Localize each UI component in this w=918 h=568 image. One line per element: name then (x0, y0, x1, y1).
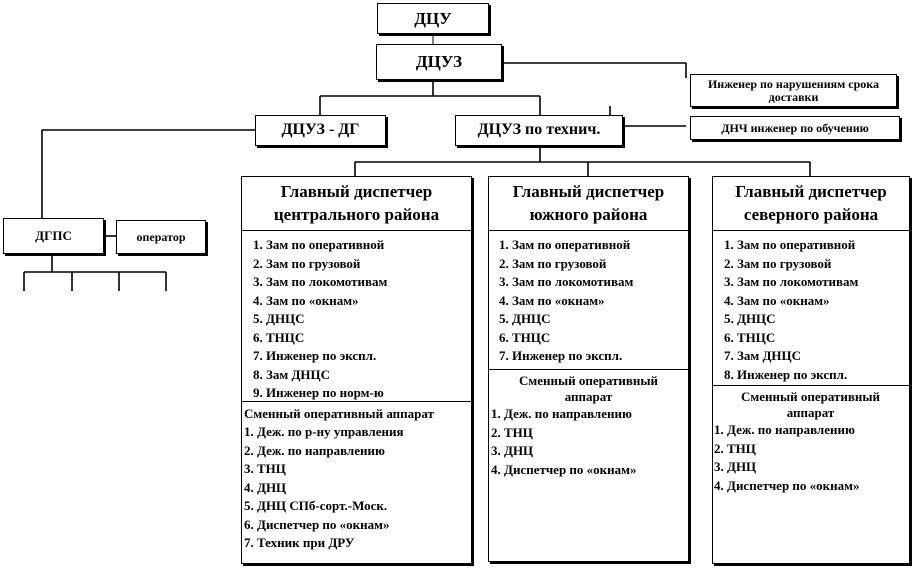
list-item: 5. ДНЦС (253, 311, 305, 326)
list-item: 3. ДНЦ (491, 443, 534, 458)
list-item: 5. ДНЦ СПб-сорт.-Моск. (244, 498, 388, 513)
dtsuz-tech-label: ДЦУЗ по технич. (477, 121, 601, 139)
list-item: 2. ТНЦ (491, 424, 533, 440)
list-item: 3. ТНЦ (244, 461, 286, 476)
region-central-shift-title: Сменный оперативный аппарат (244, 406, 434, 421)
region-central-title (242, 177, 471, 231)
dtsuz-dg-label: ДЦУЗ - ДГ (281, 121, 360, 139)
list-item: 4. Диспетчер по «окнам» (491, 461, 637, 477)
list-item: 1. Деж. по направлению (714, 422, 855, 437)
region-south-title (489, 177, 688, 231)
list-item: 6. Диспетчер по «окнам» (244, 516, 390, 532)
region-north (712, 176, 910, 564)
list-item: 6. ТНЦС (253, 329, 305, 345)
dtsuz-dg-box (255, 115, 386, 146)
region-north-staff-list (713, 231, 909, 385)
operator-label: оператор (136, 229, 186, 244)
list-item: 1. Зам по оперативной (499, 237, 631, 252)
list-item: 1. Деж. по р-ну управления (244, 424, 404, 439)
list-item: 2. Зам по грузовой (499, 255, 607, 271)
region-south-shift (489, 369, 688, 479)
region-south-shift-title: Сменный оперативный аппарат (518, 373, 659, 404)
region-north-title (713, 177, 909, 231)
list-item: 6. ТНЦС (499, 329, 551, 345)
list-item: 9. Инженер по норм-ю (253, 385, 384, 400)
dtsuz-box (376, 44, 502, 80)
list-item: 1. Зам по оперативной (253, 237, 385, 252)
list-item: 2. Деж. по направлению (244, 442, 385, 458)
list-item: 4. Зам по «окнам» (499, 292, 605, 308)
dtsuz-tech-box (455, 115, 623, 146)
operator-box (116, 220, 206, 254)
region-south-shift-list (491, 405, 686, 479)
region-north-shift (713, 385, 909, 495)
region-central (241, 176, 472, 564)
region-central-shift (242, 401, 471, 553)
list-item: 2. Зам по грузовой (253, 255, 361, 271)
list-item: 1. Деж. по направлению (491, 406, 632, 421)
region-central-staff-list (242, 231, 471, 401)
delivery-engineer-label: Инженер по нарушениям срока доставки (707, 76, 880, 104)
list-item: 7. Зам ДНЦС (724, 348, 802, 363)
region-central-shift-list (244, 423, 471, 553)
list-item: 4. Зам по «окнам» (724, 292, 830, 308)
list-item: 8. Зам ДНЦС (253, 366, 331, 382)
region-south-staff-list (489, 231, 688, 369)
dtsu-label: ДЦУ (414, 8, 452, 28)
delivery-engineer-box (690, 74, 897, 107)
list-item: 4. Диспетчер по «окнам» (714, 477, 860, 493)
list-item: 1. Зам по оперативной (724, 237, 856, 252)
list-item: 3. Зам по локомотивам (724, 274, 859, 289)
region-south (488, 176, 689, 562)
region-central-title-text: Главный диспетчер центрального района (273, 182, 440, 224)
dgps-label: ДГПС (35, 228, 72, 244)
list-item: 5. ДНЦС (724, 311, 776, 326)
training-engineer-label: ДНЧ инженер по обучению (721, 120, 869, 135)
training-engineer-box (690, 116, 900, 140)
list-item: 3. ДНЦ (714, 459, 757, 474)
list-item: 6. ТНЦС (724, 329, 776, 345)
list-item: 4. Зам по «окнам» (253, 292, 359, 308)
region-south-title-text: Главный диспетчер южного района (512, 182, 665, 224)
region-north-shift-list (714, 421, 907, 495)
dtsu-box (377, 3, 489, 34)
list-item: 2. ТНЦ (714, 440, 756, 456)
region-north-shift-title: Сменный оперативный аппарат (740, 389, 881, 420)
list-item: 3. Зам по локомотивам (253, 274, 388, 289)
list-item: 7. Техник при ДРУ (244, 535, 355, 550)
list-item: 7. Инженер по экспл. (253, 348, 377, 363)
list-item: 3. Зам по локомотивам (499, 274, 634, 289)
list-item: 7. Инженер по экспл. (499, 348, 623, 363)
list-item: 2. Зам по грузовой (724, 255, 832, 271)
list-item: 4. ДНЦ (244, 479, 287, 495)
dgps-box (3, 218, 104, 254)
list-item: 5. ДНЦС (499, 311, 551, 326)
dtsuz-label: ДЦУЗ (415, 52, 463, 72)
list-item: 8. Инженер по экспл. (724, 366, 848, 382)
region-north-title-text: Главный диспетчер северного района (735, 182, 887, 224)
